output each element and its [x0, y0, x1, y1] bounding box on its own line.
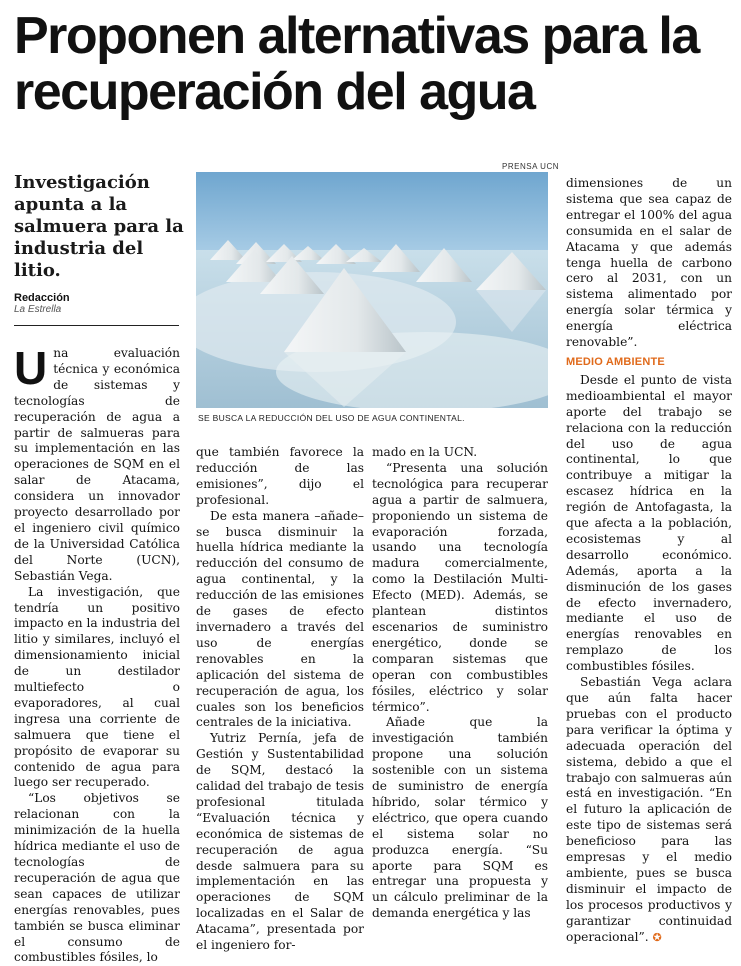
byline [14, 292, 70, 315]
paragraph-12-text: Sebastián Vega aclara que aún falta hacer pruebas con el producto para verificar la óptima y adecuada operación del sistema, debido a que el trabajo con salmueras aún está en investigación. “En el futuro la aplicación de este tipo de sistemas será beneficioso para las empresas y el medio ambiente, pues se busca disminuir el impacto de los procesos productivos y garantizar continuidad operacional”. [566, 675, 732, 944]
byline-source: La Estrella [14, 304, 62, 315]
paragraph-9: Añade que la investigación también propone una solución sostenible con un sistema de suministro de energía híbrido, solar térmico y eléctrico, que opera cuando el sistema solar no produzca energía. “Su aporte para SQM es entregar una propuesta y un cálculo preliminar de la demanda energética y las [372, 715, 548, 921]
end-mark-icon: ✪ [652, 930, 662, 944]
photo-caption: SE BUSCA LA REDUCCIÓN DEL USO DE AGUA CONTINENTAL. [198, 413, 465, 423]
column-2 [196, 445, 364, 954]
paragraph-4: que también favorece la reducción de las emisiones”, dijo el profesional. [196, 445, 364, 507]
column-3 [372, 445, 548, 922]
paragraph-3: “Los objetivos se relacionan con la minimización de la huella hídrica mediante el uso de tecnologías de recuperación de agua que sean capaces de utilizar energías renovables, pues también se busca eliminar el consumo de combustibles fósiles, lo [14, 791, 180, 965]
drop-cap: U [14, 342, 48, 394]
paragraph-11: Desde el punto de vista medioambiental el mayor aporte del trabajo se relaciona con la reducción del uso de agua continental, lo que contribuye a mitigar la escasez hídrica en la región de Antofagasta, la que afecta a la población, ecosistemas y al desarrollo económico. Además, aporta a la disminución de los gases de efecto invernadero, mediante el uso de energías renovables en remplazo de los combustibles fósiles. [566, 372, 732, 674]
paragraph-12 [566, 675, 732, 945]
salt-flats-photo [196, 172, 548, 408]
paragraph-5: De esta manera –añade– se busca disminuir la huella hídrica mediante la reducción del consumo de agua continental, y la reducción de las emisiones de gases de efecto invernadero a través del uso de energías renovables en la aplicación del sistema de recuperación de agua, los cuales son los beneficios centrales de la iniciativa. [196, 508, 364, 730]
byline-divider [14, 325, 179, 326]
paragraph-6: Yutriz Pernía, jefa de Gestión y Sustentabilidad de SQM, destacó la calidad del trabajo de tesis profesional titulada “Evaluación técnica y económica de sistemas de recuperación de agua desde salmuera para su implementación en las operaciones de SQM localizadas en el Salar de Atacama”, presentada por el ingeniero for- [196, 731, 364, 953]
paragraph-1 [14, 342, 180, 585]
paragraph-7: mado en la UCN. [372, 445, 478, 459]
photo-credit: PRENSA UCN [502, 162, 560, 171]
column-1 [14, 342, 180, 966]
paragraph-2: La investigación, que tendría un positivo impacto en la industria del litio y similares, incluyó el dimensionamiento inicial de un destilador multiefecto o evaporadores, al cual ingresa una corriente de salmuera que tiene el propósito de evaporar su contenido de agua para luego ser recuperado. [14, 584, 180, 790]
headline: Proponen alternativas para la recuperación del agua [14, 7, 699, 121]
section-subhead: MEDIO AMBIENTE [566, 355, 665, 368]
column-4 [566, 176, 732, 946]
deck-subtitle: Investigación apunta a la salmuera para la industria del litio. [14, 172, 184, 281]
paragraph-8: “Presenta una solución tecnológica para recuperar agua a partir de salmuera, proponiendo un sistema de evaporación forzada, usando una tecnología madura comercialmente, como la Destilación Multi-Efecto (MED). Además, se plantean distintos escenarios de suministro energético, donde se comparan sistemas que operan con combustibles fósiles, eléctrico y solar térmico”. [372, 460, 548, 714]
paragraph-1-text: na evaluación técnica y económica de sistemas y tecnologías de recuperación de agua a partir de salmueras para su implementación en las operaciones de SQM en el salar de Atacama, considera un innovador proyecto desarrollado por el ingeniero civil químico de la Universidad Católica del Norte (UCN), Sebastián Vega. [14, 346, 180, 583]
paragraph-10: dimensiones de un sistema que sea capaz de entregar el 100% del agua consumida en el salar de Atacama y que además tenga huella de carbono cero al 2031, con un sistema alimentado por energía solar térmica y energía eléctrica renovable”. [566, 176, 732, 350]
byline-name: Redacción [14, 292, 70, 304]
